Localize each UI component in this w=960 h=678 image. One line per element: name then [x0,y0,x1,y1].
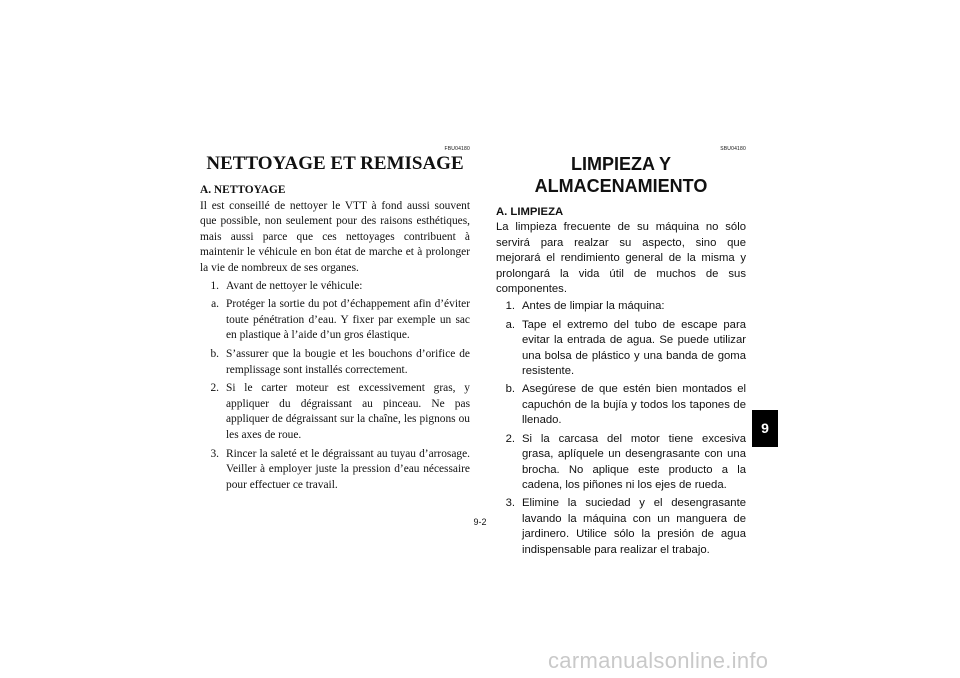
step-item [200,279,470,295]
step-marker: 1. [505,300,515,313]
intro-paragraph: Il est conseillé de nettoyer le VTT à fond aussi souvent que possible, non seulement pour des raisons esthétiques, mais aussi parce que ces nettoyages contribuent à maintenir le véhicule en bon état de marche et à prolonger la vie de nombreux de ses organes. [200,199,470,274]
step-item [496,382,746,428]
step-marker: 3. [505,497,515,510]
step-marker: b. [505,383,515,396]
step-text: Antes de limpiar la máquina: [522,300,665,313]
step-item [200,297,470,344]
subsection-heading: A. LIMPIEZA [496,206,564,218]
step-text: Avant de nettoyer le véhicule: [226,279,363,292]
section-code: FBU04180 [444,146,470,152]
step-marker: 1. [210,279,219,292]
step-marker: 2. [210,382,219,395]
step-marker: 3. [210,447,219,460]
step-item [200,381,470,443]
step-text: Rincer la saleté et le dégraissant au tuyau d’arrosage. Veiller à employer juste la pression d’eau nécessaire pour effectuer ce travail. [226,447,470,491]
steps-list [200,279,470,494]
step-item [200,447,470,494]
step-text: Asegúrese de que estén bien montados el capuchón de la bujía y todos los tapones de llenado. [522,383,746,427]
subsection-heading: A. NETTOYAGE [200,184,286,196]
step-marker: a. [505,318,515,331]
step-marker: a. [211,298,219,311]
step-text: Protéger la sortie du pot d’échappement afin d’éviter toute pénétration d’eau. Y fixer par exemple un sac en plastique à l’aide d’un gros élastique. [226,298,470,342]
step-text: Si le carter moteur est excessivement gras, y appliquer du dégraissant au pinceau. Ne pas appliquer de dégraissant sur la chaîne, les pignons ou les axes de roue. [226,382,470,441]
step-marker: b. [210,347,219,360]
step-text: Tape el extremo del tubo de escape para evitar la entrada de agua. Se puede utilizar una bolsa de plástico y una banda de goma resistente. [522,318,746,378]
chapter-tab: 9 [752,410,778,447]
step-item [496,318,746,380]
step-marker: 2. [505,432,515,445]
step-item [496,496,746,558]
step-item [496,299,746,314]
step-item [200,347,470,378]
step-item [496,432,746,494]
spanish-column [496,146,746,561]
french-column [200,146,470,496]
section-title: NETTOYAGE ET REMISAGE [206,153,464,174]
intro-paragraph: La limpieza frecuente de su máquina no sólo servirá para realzar su aspecto, sino que mejorará el rendimiento general de la misma y prolongará la vida útil de muchos de sus componentes. [496,221,746,296]
watermark: carmanualsonline.info [548,648,769,673]
step-text: Elimine la suciedad y el desengrasante lavando la máquina con un manguera de jardinero. Utilice sólo la presión de agua indispensable para realizar el trabajo. [522,497,746,556]
section-title: LIMPIEZA Y ALMACENAMIENTO [534,154,708,196]
step-text: Si la carcasa del motor tiene excesiva grasa, aplíquele un desengrasante con una brocha. No aplique este producto a la cadena, los piñones ni los ejes de rueda. [522,432,746,491]
page-number: 9-2 [473,517,487,527]
step-text: S’assurer que la bougie et les bouchons d’orifice de remplissage sont installés correctement. [226,347,470,376]
section-code: SBU04180 [720,146,746,152]
